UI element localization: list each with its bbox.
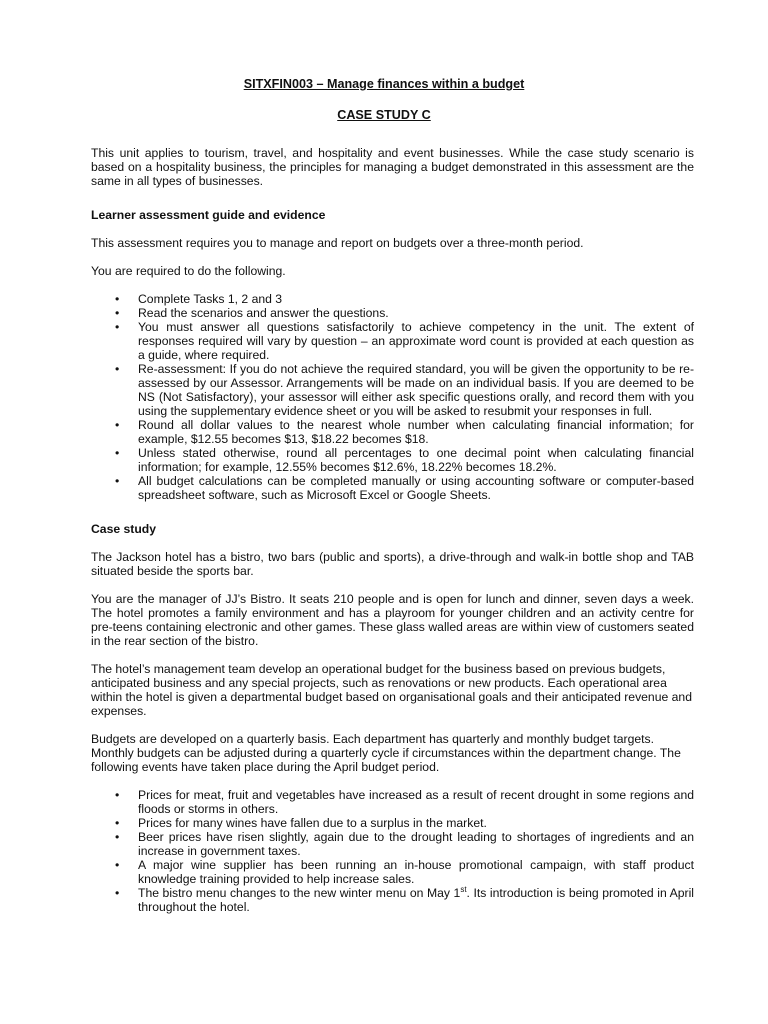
superscript-st: st [460,884,467,894]
list-item: • Prices for many wines have fallen due to a surplus in the market. [91,816,694,830]
list-item: • You must answer all questions satisfactorily to achieve competency in the unit. The extent of responses required will vary by question – an approximate word count is provided at each question as a guide, where required. [91,320,694,362]
list-item: • Prices for meat, fruit and vegetables have increased as a result of recent drought in some regions and floods or storms in others. [91,788,694,816]
assessment-heading: Learner assessment guide and evidence [91,208,326,222]
document-title: SITXFIN003 – Manage finances within a budget [243,77,525,91]
list-item: • Unless stated otherwise, round all percentages to one decimal point when calculating financial information; for example, 12.55% becomes $12.6%, 18.22% becomes 18.2%. [91,446,694,474]
list-item: • All budget calculations can be completed manually or using accounting software or computer-based spreadsheet software, such as Microsoft Excel or Google Sheets. [91,474,694,502]
list-item: • Round all dollar values to the nearest whole number when calculating financial information; for example, $12.55 becomes $13, $18.22 becomes $18. [91,418,694,446]
document-subtitle: CASE STUDY C [337,108,431,122]
case-study-paragraph: You are the manager of JJ’s Bistro. It seats 210 people and is open for lunch and dinner, seven days a week. The hotel promotes a family environment and has a playroom for younger children and an activity centre for pre-teens containing electronic and other games. These glass walled areas are within view of customers seated in the rear section of the bistro. [91,592,694,648]
menu-change-text-end: . Its introduction is being promoted in April throughout the hotel. [138,886,695,914]
case-study-paragraph: The hotel’s management team develop an operational budget for the business based on previous budgets, anticipated business and any special projects, such as renovations or new products. Each operational area within the hotel is given a departmental budget based on organisational goals and their anticipated revenue and expenses. [91,662,692,718]
events-bullet-list [91,788,694,914]
list-item: • Read the scenarios and answer the questions. [91,306,694,320]
case-study-heading: Case study [91,522,157,536]
list-item [91,886,694,914]
list-item: • Re-assessment: If you do not achieve the required standard, you will be given the opportunity to be re-assessed by our Assessor. Arrangements will be made on an individual basis. If you are deemed to be NS (Not Satisfactory), your assessor will either ask specific questions orally, and record them with you using the supplementary evidence sheet or you will be asked to resubmit your responses in full. [91,362,694,418]
case-study-paragraph: The Jackson hotel has a bistro, two bars (public and sports), a drive-through and walk-in bottle shop and TAB situated beside the sports bar. [91,550,694,578]
document-body [91,146,694,928]
intro-paragraph: This unit applies to tourism, travel, and hospitality and event businesses. While the case study scenario is based on a hospitality business, the principles for managing a budget demonstrated in this assessment are the same in all types of businesses. [91,146,694,188]
list-item: • Complete Tasks 1, 2 and 3 [91,292,694,306]
list-item: • Beer prices have risen slightly, again due to the drought leading to shortages of ingredients and an increase in government taxes. [91,830,694,858]
list-item: • A major wine supplier has been running an in-house promotional campaign, with staff product knowledge training provided to help increase sales. [91,858,694,886]
case-study-paragraph: Budgets are developed on a quarterly basis. Each department has quarterly and monthly budget targets. Monthly budgets can be adjusted during a quarterly cycle if circumstances within the department change. The following events have taken place during the April budget period. [91,732,681,774]
assessment-paragraph: You are required to do the following. [91,264,286,278]
assessment-bullet-list [91,292,694,502]
assessment-paragraph: This assessment requires you to manage and report on budgets over a three-month period. [91,236,584,250]
menu-change-text: The bistro menu changes to the new winter menu on May 1 [138,886,461,900]
